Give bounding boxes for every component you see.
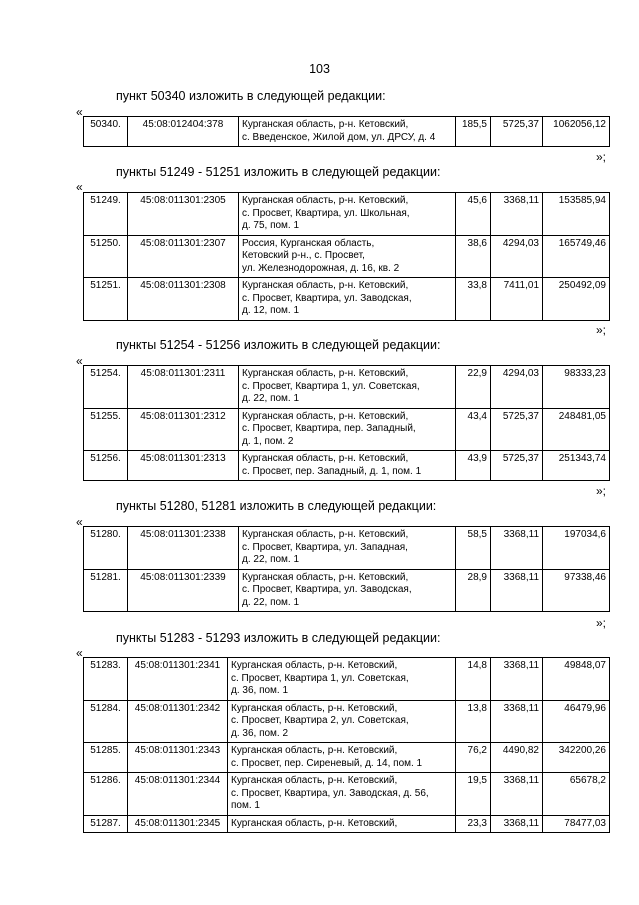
address-line: д. 36, пом. 1 [231, 685, 289, 696]
address-line: Курганская область, р-н. Кетовский, [231, 817, 398, 829]
address-line: с. Просвет, пер. Сиреневый, д. 14, пом. 1 [231, 757, 423, 769]
area-cell: 43,4 [456, 408, 491, 451]
close-quote: »; [596, 150, 607, 164]
area-cell: 58,5 [456, 527, 491, 570]
area-cell: 76,2 [456, 743, 491, 773]
open-quote: « [76, 515, 83, 529]
item-number-cell: 51251. [84, 278, 128, 321]
address-line: Курганская область, р-н. Кетовский, [242, 280, 409, 291]
address-cell [228, 743, 456, 773]
open-quote: « [76, 180, 83, 194]
address-line: с. Просвет, Квартира 1, ул. Советская, [231, 672, 409, 684]
open-quote: « [76, 354, 83, 368]
address-line: с. Просвет, Квартира 1, ул. Советская, [242, 380, 420, 392]
rate-cell: 5725,37 [491, 117, 543, 147]
area-cell: 22,9 [456, 366, 491, 409]
address-cell [228, 815, 456, 833]
area-cell: 14,8 [456, 658, 491, 701]
address-cell [239, 366, 456, 409]
rate-cell: 5725,37 [491, 451, 543, 481]
address-line: Курганская область, р-н. Кетовский, [231, 660, 398, 671]
item-number-cell: 51256. [84, 451, 128, 481]
address-cell [239, 193, 456, 236]
cadastral-value-cell: 153585,94 [543, 193, 610, 236]
section-intro: пункты 51280, 51281 изложить в следующей редакции: [116, 499, 437, 513]
section-intro: пункты 51254 - 51256 изложить в следующей редакции: [116, 338, 441, 352]
cadastral-value-cell: 65678,2 [543, 773, 610, 816]
address-cell [228, 773, 456, 816]
area-cell: 45,6 [456, 193, 491, 236]
cadastral-value-cell: 197034,6 [543, 527, 610, 570]
register-table [83, 526, 610, 612]
area-cell: 13,8 [456, 700, 491, 743]
address-line: д. 36, пом. 2 [231, 727, 289, 739]
cadastral-value-cell: 1062056,12 [543, 117, 610, 147]
area-cell: 43,9 [456, 451, 491, 481]
table-row [84, 773, 610, 816]
table-row [84, 193, 610, 236]
item-number-cell: 51250. [84, 235, 128, 278]
address-line: Курганская область, р-н. Кетовский, [242, 529, 409, 540]
register-table [83, 116, 610, 147]
area-cell: 19,5 [456, 773, 491, 816]
item-number-cell: 51285. [84, 743, 128, 773]
item-number-cell: 51255. [84, 408, 128, 451]
cadastral-number-cell: 45:08:011301:2311 [128, 366, 239, 409]
address-line: с. Просвет, пер. Западный, д. 1, пом. 1 [242, 465, 422, 477]
area-cell: 185,5 [456, 117, 491, 147]
cadastral-number-cell: 45:08:011301:2345 [128, 815, 228, 833]
address-line: д. 22, пом. 1 [242, 554, 300, 565]
cadastral-value-cell: 49848,07 [543, 658, 610, 701]
close-quote: »; [596, 484, 607, 498]
address-line: с. Просвет, Квартира, пер. Западный, [242, 423, 416, 434]
address-line: пом. 1 [231, 800, 260, 811]
cadastral-number-cell: 45:08:011301:2339 [128, 569, 239, 612]
cadastral-value-cell: 98333,23 [543, 366, 610, 409]
rate-cell: 5725,37 [491, 408, 543, 451]
address-cell [239, 235, 456, 278]
page-number: 103 [309, 62, 330, 76]
area-cell: 38,6 [456, 235, 491, 278]
address-line: с. Просвет, Квартира, ул. Заводская, [242, 584, 412, 595]
address-line: Курганская область, р-н. Кетовский, [242, 195, 409, 206]
address-line: Курганская область, р-н. Кетовский, [242, 368, 409, 379]
item-number-cell: 51287. [84, 815, 128, 833]
address-cell [228, 658, 456, 701]
open-quote: « [76, 646, 83, 660]
table-row [84, 366, 610, 409]
address-line: с. Введенское, Жилой дом, ул. ДРСУ, д. 4 [242, 131, 436, 143]
rate-cell: 3368,11 [491, 658, 543, 701]
address-line: Курганская область, р-н. Кетовский, [231, 702, 398, 714]
table-row [84, 700, 610, 743]
address-line: Кетовский р-н., с. Просвет, [242, 250, 365, 261]
address-line: с. Просвет, Квартира 2, ул. Советская, [231, 715, 409, 726]
section-intro: пункт 50340 изложить в следующей редакции: [116, 89, 386, 103]
address-line: Курганская область, р-н. Кетовский, [242, 571, 409, 583]
table-row [84, 117, 610, 147]
area-cell: 23,3 [456, 815, 491, 833]
item-number-cell: 51254. [84, 366, 128, 409]
rate-cell: 3368,11 [491, 700, 543, 743]
rate-cell: 3368,11 [491, 569, 543, 612]
cadastral-value-cell: 97338,46 [543, 569, 610, 612]
address-line: с. Просвет, Квартира, ул. Заводская, д. 56, [231, 787, 429, 799]
cadastral-number-cell: 45:08:011301:2344 [128, 773, 228, 816]
cadastral-number-cell: 45:08:011301:2313 [128, 451, 239, 481]
item-number-cell: 51286. [84, 773, 128, 816]
cadastral-value-cell: 342200,26 [543, 743, 610, 773]
register-table [83, 365, 610, 481]
rate-cell: 4294,03 [491, 366, 543, 409]
address-line: Курганская область, р-н. Кетовский, [242, 119, 409, 130]
rate-cell: 3368,11 [491, 527, 543, 570]
address-cell [228, 700, 456, 743]
address-line: д. 12, пом. 1 [242, 305, 300, 316]
address-line: Россия, Курганская область, [242, 237, 375, 249]
table-row [84, 569, 610, 612]
cadastral-value-cell: 165749,46 [543, 235, 610, 278]
rate-cell: 3368,11 [491, 193, 543, 236]
item-number-cell: 51283. [84, 658, 128, 701]
address-line: Курганская область, р-н. Кетовский, [242, 453, 409, 464]
item-number-cell: 51284. [84, 700, 128, 743]
address-line: д. 1, пом. 2 [242, 435, 294, 447]
cadastral-number-cell: 45:08:011301:2305 [128, 193, 239, 236]
item-number-cell: 51249. [84, 193, 128, 236]
address-cell [239, 408, 456, 451]
item-number-cell: 51280. [84, 527, 128, 570]
cadastral-number-cell: 45:08:011301:2343 [128, 743, 228, 773]
section-intro: пункты 51249 - 51251 изложить в следующей редакции: [116, 165, 441, 179]
close-quote: »; [596, 323, 607, 337]
table-row [84, 278, 610, 321]
address-line: д. 22, пом. 1 [242, 393, 300, 404]
table-row [84, 743, 610, 773]
register-table [83, 657, 610, 833]
rate-cell: 4490,82 [491, 743, 543, 773]
cadastral-value-cell: 78477,03 [543, 815, 610, 833]
address-line: с. Просвет, Квартира, ул. Заводская, [242, 292, 412, 304]
address-line: д. 22, пом. 1 [242, 596, 300, 608]
cadastral-value-cell: 46479,96 [543, 700, 610, 743]
table-row [84, 408, 610, 451]
register-table [83, 192, 610, 321]
address-cell [239, 527, 456, 570]
address-cell [239, 278, 456, 321]
address-line: ул. Железнодорожная, д. 16, кв. 2 [242, 262, 400, 274]
table-row [84, 451, 610, 481]
area-cell: 33,8 [456, 278, 491, 321]
rate-cell: 7411,01 [491, 278, 543, 321]
rate-cell: 3368,11 [491, 815, 543, 833]
address-line: Курганская область, р-н. Кетовский, [242, 410, 409, 422]
table-row [84, 658, 610, 701]
section-intro: пункты 51283 - 51293 изложить в следующей редакции: [116, 631, 441, 645]
cadastral-number-cell: 45:08:011301:2341 [128, 658, 228, 701]
cadastral-number-cell: 45:08:011301:2308 [128, 278, 239, 321]
address-line: с. Просвет, Квартира, ул. Западная, [242, 541, 408, 553]
address-line: Курганская область, р-н. Кетовский, [231, 775, 398, 786]
cadastral-number-cell: 45:08:011301:2342 [128, 700, 228, 743]
cadastral-value-cell: 251343,74 [543, 451, 610, 481]
address-line: с. Просвет, Квартира, ул. Школьная, [242, 207, 410, 219]
close-quote: »; [596, 616, 607, 630]
address-cell [239, 569, 456, 612]
table-row [84, 235, 610, 278]
item-number-cell: 50340. [84, 117, 128, 147]
cadastral-number-cell: 45:08:012404:378 [128, 117, 239, 147]
open-quote: « [76, 105, 83, 119]
rate-cell: 3368,11 [491, 773, 543, 816]
address-line: Курганская область, р-н. Кетовский, [231, 745, 398, 756]
cadastral-value-cell: 248481,05 [543, 408, 610, 451]
table-row [84, 815, 610, 833]
cadastral-number-cell: 45:08:011301:2307 [128, 235, 239, 278]
table-row [84, 527, 610, 570]
area-cell: 28,9 [456, 569, 491, 612]
address-cell [239, 451, 456, 481]
cadastral-value-cell: 250492,09 [543, 278, 610, 321]
address-cell [239, 117, 456, 147]
rate-cell: 4294,03 [491, 235, 543, 278]
cadastral-number-cell: 45:08:011301:2312 [128, 408, 239, 451]
item-number-cell: 51281. [84, 569, 128, 612]
cadastral-number-cell: 45:08:011301:2338 [128, 527, 239, 570]
address-line: д. 75, пом. 1 [242, 220, 300, 231]
